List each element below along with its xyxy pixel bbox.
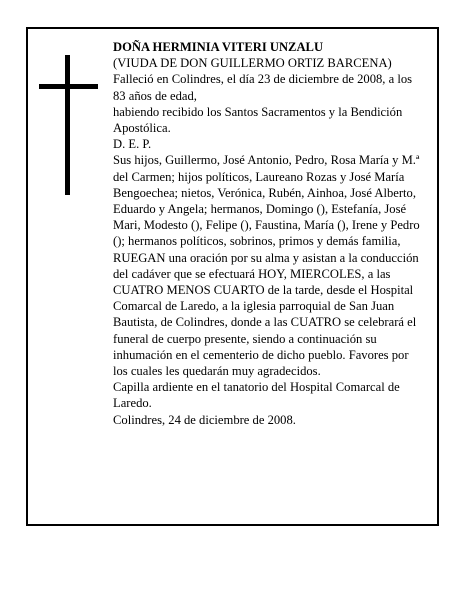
cross-icon — [65, 55, 70, 195]
sacraments-line: habiendo recibido los Santos Sacramentos y la Bendición Apostólica. — [113, 104, 403, 136]
rip-line: D. E. P. — [113, 137, 152, 152]
deceased-name: DOÑA HERMINIA VITERI UNZALU — [113, 40, 324, 54]
cross-icon-crossbar — [39, 84, 98, 89]
chapel-line: Capilla ardiente en el tanatorio del Hospital Comarcal de Laredo. — [113, 380, 400, 411]
death-line: Falleció en Colindres, el día 23 de diciembre de 2008, a los 83 años de edad, — [113, 72, 413, 103]
obituary-text — [113, 39, 425, 428]
request-paragraph: RUEGAN una oración por su alma y asistan a la conducción del cadáver que se efectuará HOY, MIERCOLES, a las CUATRO MENOS CUARTO de la tarde, desde el Hospital Comarcal de Laredo, a la iglesia parroquial de San Juan Bautista, de Colindres, donde a las CUATRO se celebrará el funeral de cuerpo presente, siendo a continuación su inhumación en el cementerio de dicho pueblo. Favores por los cuales les quedarán muy agradecidos. — [113, 250, 419, 379]
family-paragraph: Sus hijos, Guillermo, José Antonio, Pedro, Rosa María y M.ª del Carmen; hijos políticos, Laureano Rozas y José María Bengoechea; nietos, Verónica, Rubén, Ainhoa, José Alberto, Eduardo y Angela; hermanos, Domingo (), Estefanía, José Mari, Modesto (), Felipe (), Faustina, María (), Irene y Pedro (); hermanos políticos, sobrinos, primos y demás familia, — [113, 153, 420, 249]
widow-line: (VIUDA DE DON GUILLERMO ORTIZ BARCENA) — [113, 56, 392, 71]
place-date-line: Colindres, 24 de diciembre de 2008. — [113, 412, 296, 427]
